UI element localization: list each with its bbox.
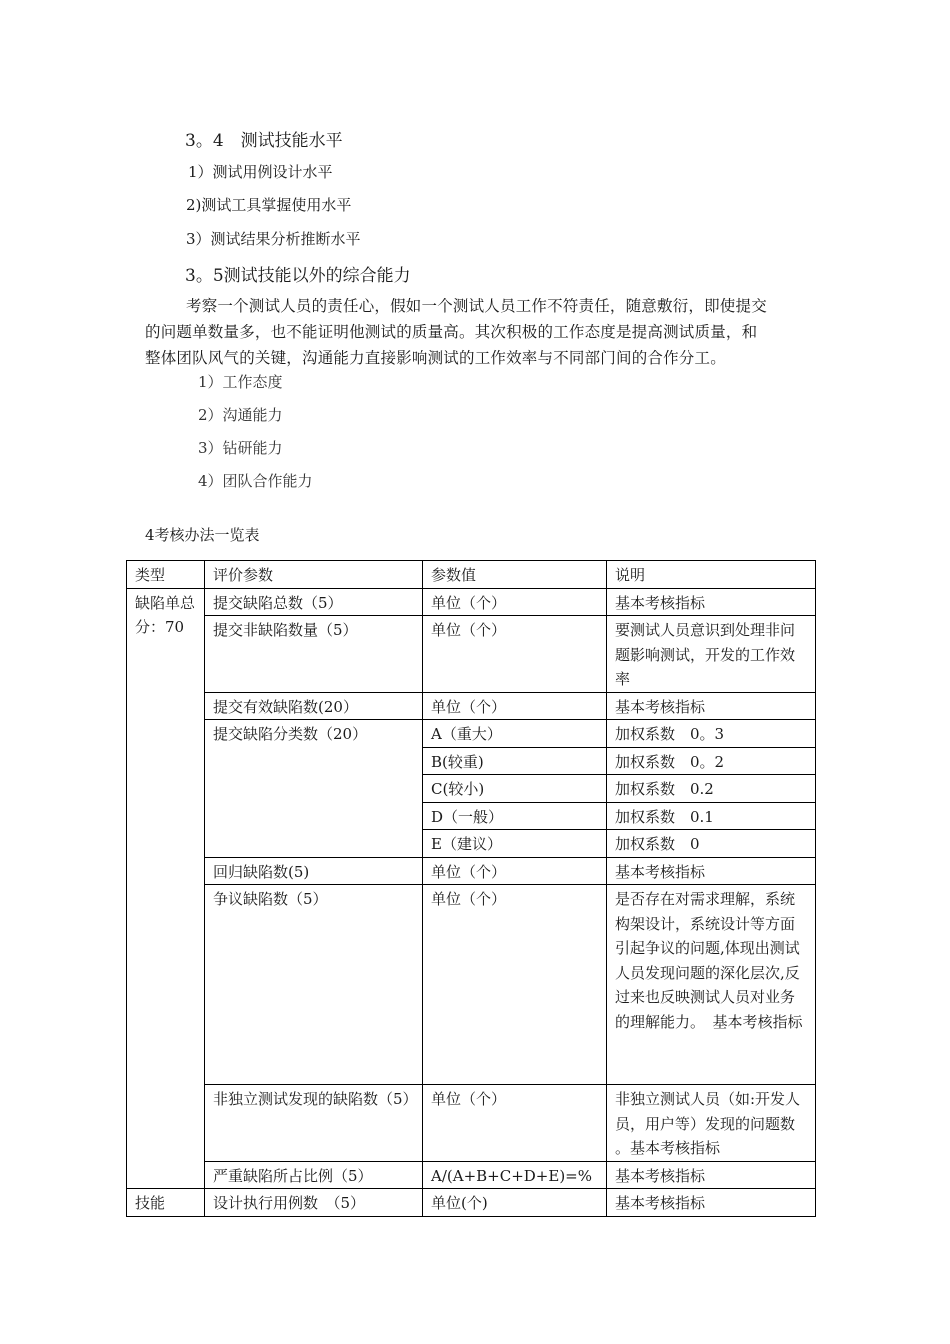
table-row xyxy=(127,588,816,616)
table-row xyxy=(127,1189,816,1217)
header-cell: 说明 xyxy=(607,561,816,589)
list-item: 2)测试工具掌握使用水平 xyxy=(186,196,352,214)
table-cell: 单位(个) xyxy=(423,1189,607,1217)
table-cell: B(较重) xyxy=(423,747,607,775)
table-cell: 基本考核指标 xyxy=(607,588,816,616)
list-item: 3）测试结果分析推断水平 xyxy=(186,230,361,248)
table-cell: 单位（个） xyxy=(423,616,607,693)
table-cell: 提交缺陷分类数（20） xyxy=(205,720,423,858)
table-cell: 非独立测试人员（如:开发人员，用户等）发现的问题数 。基本考核指标 xyxy=(607,1085,816,1162)
table-cell: A/(A+B+C+D+E)=% xyxy=(423,1161,607,1189)
table-row xyxy=(127,1085,816,1162)
table-cell: 严重缺陷所占比例（5） xyxy=(205,1161,423,1189)
table-cell: 单位（个） xyxy=(423,1085,607,1162)
list-item: 3）钻研能力 xyxy=(198,439,283,457)
paragraph-line: 整体团队风气的关键，沟通能力直接影响测试的工作效率与不同部门间的合作分工。 xyxy=(145,349,726,367)
heading-3-4: 3。4 测试技能水平 xyxy=(185,131,343,151)
table-cell: 加权系数 0.1 xyxy=(607,802,816,830)
header-cell: 类型 xyxy=(127,561,205,589)
list-item: 1）测试用例设计水平 xyxy=(188,163,333,181)
table-cell: 单位（个） xyxy=(423,588,607,616)
table-cell: 加权系数 0。3 xyxy=(607,720,816,748)
table-cell: C(较小) xyxy=(423,775,607,803)
table-row xyxy=(127,720,816,748)
table-cell: 单位（个） xyxy=(423,857,607,885)
category-cell: 缺陷单总分：70 xyxy=(127,588,205,1161)
table-row xyxy=(127,692,816,720)
table-cell: 设计执行用例数 （5） xyxy=(205,1189,423,1217)
table-cell: 非独立测试发现的缺陷数（5） xyxy=(205,1085,423,1162)
table-cell: 单位（个） xyxy=(423,885,607,1085)
header-cell: 参数值 xyxy=(423,561,607,589)
table-cell: 是否存在对需求理解，系统构架设计，系统设计等方面引起争议的问题,体现出测试人员发现问题的深化层次,反过来也反映测试人员对业务的理解能力。 基本考核指标 xyxy=(607,885,816,1085)
paragraph-line: 考察一个测试人员的责任心，假如一个测试人员工作不符责任，随意敷衍，即使提交 xyxy=(186,297,767,315)
table-cell: 争议缺陷数（5） xyxy=(205,885,423,1085)
table-cell: E（建议） xyxy=(423,830,607,858)
table-cell: 提交缺陷总数（5） xyxy=(205,588,423,616)
list-item: 4）团队合作能力 xyxy=(198,472,313,490)
table-cell: 加权系数 0.2 xyxy=(607,775,816,803)
table-cell: D（一般） xyxy=(423,802,607,830)
table-cell: 要测试人员意识到处理非问题影响测试，开发的工作效率 xyxy=(607,616,816,693)
paragraph-line: 的问题单数量多，也不能证明他测试的质量高。其次积极的工作态度是提高测试质量，和 xyxy=(145,323,758,341)
table-cell: 加权系数 0。2 xyxy=(607,747,816,775)
table-cell: 基本考核指标 xyxy=(607,857,816,885)
table-cell: 提交有效缺陷数(20） xyxy=(205,692,423,720)
category-cell: 技能 xyxy=(127,1189,205,1217)
table-cell: 基本考核指标 xyxy=(607,692,816,720)
table-row xyxy=(127,885,816,1085)
table-cell: 基本考核指标 xyxy=(607,1161,816,1189)
table-header-row xyxy=(127,561,816,589)
table-row xyxy=(127,1161,816,1189)
table-title: 4考核办法一览表 xyxy=(145,526,260,544)
table-cell: 单位（个） xyxy=(423,692,607,720)
table-cell: A（重大） xyxy=(423,720,607,748)
table-cell: 加权系数 0 xyxy=(607,830,816,858)
list-item: 1）工作态度 xyxy=(198,373,283,391)
table-cell: 提交非缺陷数量（5） xyxy=(205,616,423,693)
assessment-table xyxy=(126,560,816,1217)
heading-3-5: 3。5测试技能以外的综合能力 xyxy=(185,266,411,286)
table-row xyxy=(127,857,816,885)
header-cell: 评价参数 xyxy=(205,561,423,589)
list-item: 2）沟通能力 xyxy=(198,406,283,424)
category-cell-empty xyxy=(127,1161,205,1189)
table-row xyxy=(127,616,816,693)
table-cell: 基本考核指标 xyxy=(607,1189,816,1217)
table-cell: 回归缺陷数(5) xyxy=(205,857,423,885)
